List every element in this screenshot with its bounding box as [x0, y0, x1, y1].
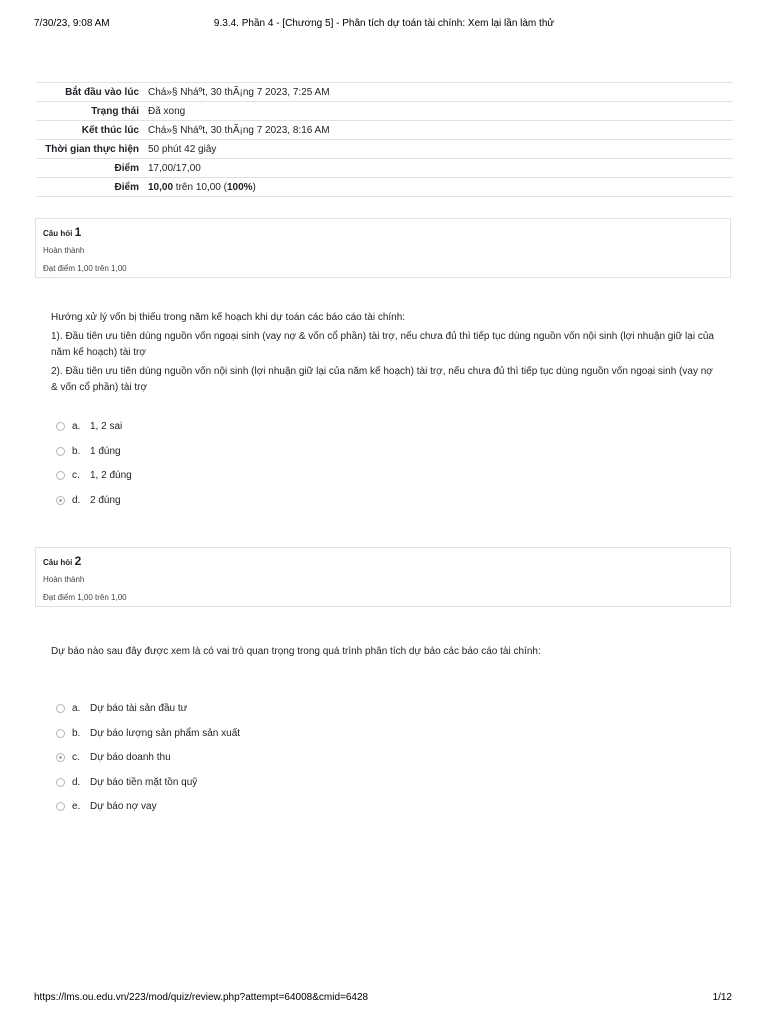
question-info-1 — [35, 218, 731, 278]
summary-row-state — [36, 102, 733, 121]
answer-text: 2 đúng — [90, 494, 121, 506]
summary-label: Điểm — [36, 159, 143, 178]
print-datetime: 7/30/23, 9:08 AM — [34, 18, 110, 29]
grade-mid: trên 10,00 ( — [173, 182, 227, 193]
question-statement: 1). Đầu tiên ưu tiên dùng nguồn vốn ngoại sinh (vay nợ & vốn cổ phần) tài trợ, nếu chưa đủ thì tiếp tục dùng nguồn vốn nội sinh (lợi nhuận giữ lại của năm kế hoạch) tài trợ — [51, 331, 714, 358]
summary-value: Chá»§ Nháºt, 30 thÃ¡ng 7 2023, 8:16 AM — [143, 121, 733, 140]
summary-label: Kết thúc lúc — [36, 121, 143, 140]
answer-text: 1, 2 đúng — [90, 470, 132, 481]
print-url: https://lms.ou.edu.vn/223/mod/quiz/review.php?attempt=64008&cmid=6428 — [34, 992, 369, 1003]
summary-label: Bắt đầu vào lúc — [36, 83, 143, 102]
answer-letter: c. — [72, 470, 80, 481]
summary-value: Chá»§ Nháºt, 30 thÃ¡ng 7 2023, 7:25 AM — [143, 83, 733, 102]
question-prompt: Hướng xử lý vốn bị thiếu trong năm kế hoạch khi dự toán các báo cáo tài chính: — [51, 312, 406, 323]
question-number — [43, 225, 81, 239]
question-label: Câu hỏi — [43, 229, 73, 238]
question-prompt: Dự báo nào sau đây được xem là có vai trò quan trọng trong quá trình phân tích dự báo các báo cáo tài chính: — [51, 646, 541, 657]
radio-button[interactable] — [56, 704, 65, 713]
print-header — [34, 14, 734, 30]
answer-letter: a. — [72, 703, 81, 714]
print-page-number: 1/12 — [712, 992, 732, 1003]
summary-value — [143, 178, 733, 197]
radio-button[interactable] — [56, 422, 65, 431]
summary-label: Thời gian thực hiện — [36, 140, 143, 159]
radio-button[interactable] — [56, 447, 65, 456]
question-grade: Đạt điểm 1,00 trên 1,00 — [43, 264, 127, 273]
question-state: Hoàn thành — [43, 246, 85, 255]
question-number-value: 2 — [74, 554, 82, 568]
answer-letter: d. — [72, 494, 81, 506]
answer-text: 1 đúng — [90, 445, 121, 457]
question-grade: Đạt điểm 1,00 trên 1,00 — [43, 593, 127, 602]
answer-letter: e. — [72, 801, 81, 812]
question-label: Câu hỏi — [43, 558, 73, 567]
question-text-2 — [51, 644, 716, 663]
summary-label: Trạng thái — [36, 102, 143, 121]
summary-value: Đã xong — [143, 102, 733, 121]
answer-text: Dự báo lượng sản phẩm sản xuất — [90, 727, 241, 739]
radio-button[interactable] — [56, 802, 65, 811]
summary-row-marks — [36, 159, 733, 178]
answer-text: 1, 2 sai — [90, 421, 123, 432]
radio-button[interactable] — [56, 729, 65, 738]
answer-text: Dự báo tiền mặt tồn quỹ — [90, 776, 198, 788]
question-text-1 — [51, 310, 716, 399]
grade-score: 10,00 — [148, 182, 174, 193]
answer-letter: b. — [72, 445, 81, 457]
summary-label: Điểm — [36, 178, 143, 197]
summary-row-time-taken — [36, 140, 733, 159]
question-number-value: 1 — [74, 225, 82, 239]
print-page-title: 9.3.4. Phần 4 - [Chương 5] - Phân tích dự toán tài chính: Xem lại lần làm thử — [213, 18, 555, 29]
question-state: Hoàn thành — [43, 575, 85, 584]
attempt-summary-table — [36, 82, 733, 197]
summary-value: 17,00/17,00 — [143, 159, 733, 178]
summary-row-completed — [36, 121, 733, 140]
radio-button-checked[interactable] — [56, 753, 65, 762]
answer-letter: b. — [72, 727, 81, 739]
summary-row-grade — [36, 178, 733, 197]
summary-row-started — [36, 83, 733, 102]
answer-letter: a. — [72, 421, 81, 432]
grade-end: ) — [252, 182, 256, 193]
answer-text: Dự báo nợ vay — [90, 801, 157, 812]
summary-value: 50 phút 42 giây — [143, 140, 733, 159]
radio-button[interactable] — [56, 778, 65, 787]
question-number — [43, 554, 81, 568]
question-statement: 2). Đầu tiên ưu tiên dùng nguồn vốn nội sinh (lợi nhuận giữ lại của năm kế hoạch) tài trợ, nếu chưa đủ thì tiếp tục dùng nguồn vốn ngoại sinh (vay nợ & vốn cổ phần) tài trợ — [51, 366, 713, 393]
answer-text: Dự báo doanh thu — [90, 752, 171, 763]
answer-letter: d. — [72, 776, 81, 788]
radio-button[interactable] — [56, 471, 65, 480]
grade-percent: 100% — [226, 182, 253, 193]
answer-letter: c. — [72, 752, 80, 763]
answer-text: Dự báo tài sản đầu tư — [90, 703, 188, 714]
question-info-2 — [35, 547, 731, 607]
radio-button-checked[interactable] — [56, 496, 65, 505]
print-footer — [34, 988, 734, 1004]
